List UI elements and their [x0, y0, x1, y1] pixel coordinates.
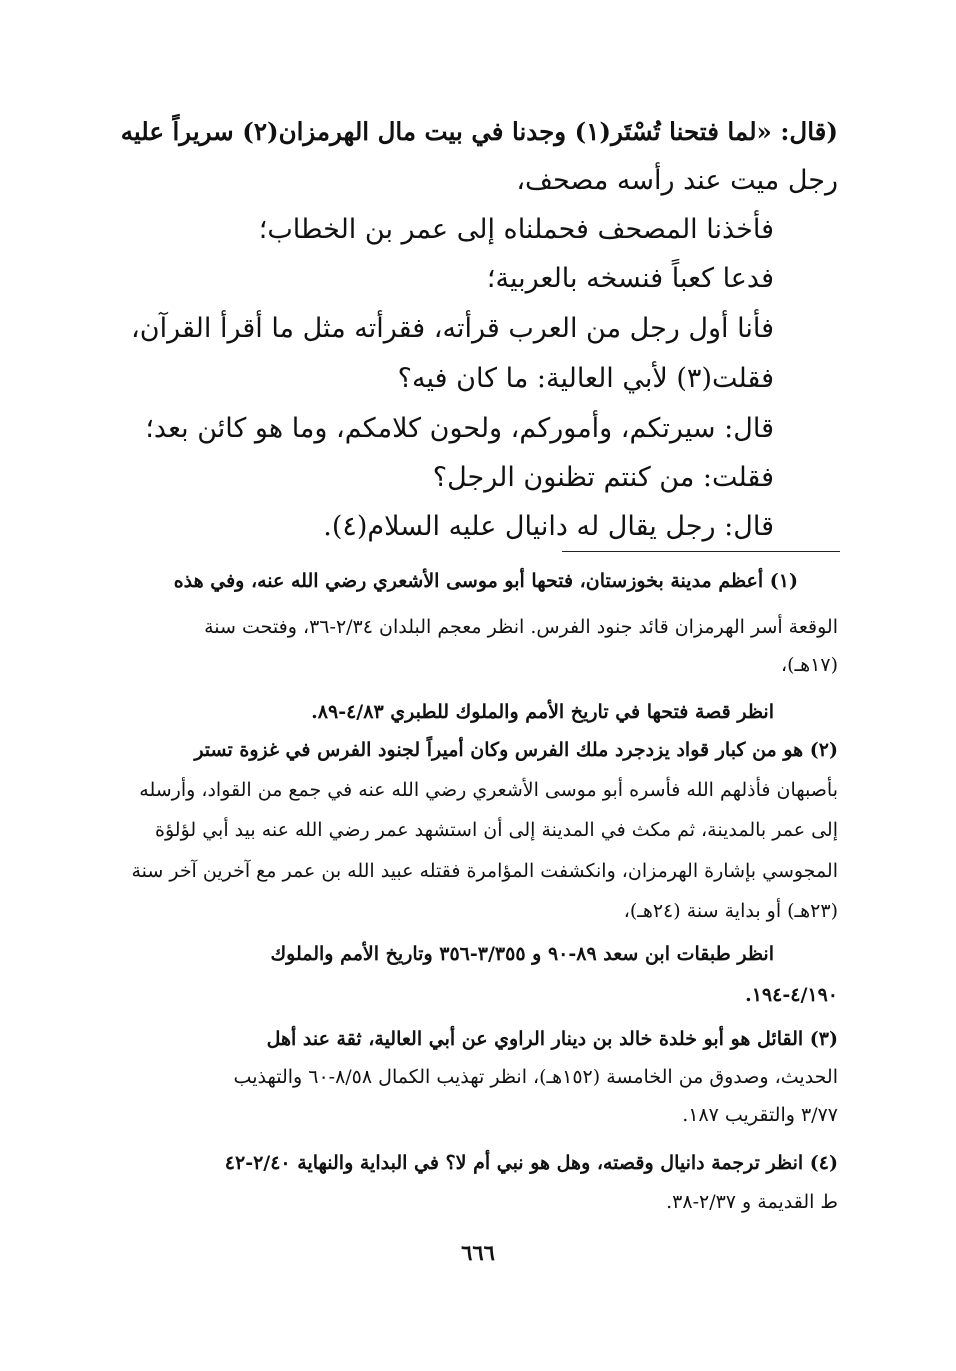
footnote-4-line-1: (٤) انظر ترجمة دانيال وقصته، وهل هو نبي أم لا؟ في البداية والنهاية ٢/٤٠-٤٢	[224, 1152, 838, 1174]
footnote-2-line-7: ٤/١٩٠-١٩٤.	[745, 984, 838, 1006]
main-text-line-9: قال: رجل يقال له دانيال عليه السلام(٤).	[323, 511, 774, 542]
footnote-3-line-3: ٣/٧٧ والتقريب ١٨٧.	[682, 1104, 838, 1126]
main-text-line-8: فقلت: من كنتم تظنون الرجل؟	[432, 462, 774, 493]
main-text-line-3: فأخذنا المصحف فحملناه إلى عمر بن الخطاب؛	[258, 214, 774, 245]
main-text-line-5: فأنا أول رجل من العرب قرأته، فقرأته مثل ما أقرأ القرآن،	[131, 313, 774, 344]
page-number: ٦٦٦	[461, 1240, 495, 1265]
footnote-1-line-2: الوقعة أسر الهرمزان قائد جنود الفرس. انظر معجم البلدان ٢/٣٤-٣٦، وفتحت سنة	[204, 616, 838, 638]
footnote-3-line-2: الحديث، وصدوق من الخامسة (١٥٢هـ)، انظر تهذيب الكمال ٨/٥٨-٦٠ والتهذيب	[233, 1066, 838, 1088]
footnote-2-line-6: انظر طبقات ابن سعد ٨٩-٩٠ و ٣/٣٥٥-٣٥٦ وتاريخ الأمم والملوك	[270, 943, 774, 965]
footnote-2-line-5: (٢٣هـ) أو بداية سنة (٢٤هـ)،	[623, 900, 838, 922]
main-text-line-1: (قال: «لما فتحنا تُسْتَر(١) وجدنا في بيت مال الهرمزان(٢) سريراً عليه	[120, 117, 838, 146]
main-text-line-4: فدعا كعباً فنسخه بالعربية؛	[486, 263, 774, 294]
footnote-1-line-4: انظر قصة فتحها في تاريخ الأمم والملوك للطبري ٤/٨٣-٨٩.	[311, 701, 774, 723]
footnote-2-line-1: (٢) هو من كبار قواد يزدجرد ملك الفرس وكان أميراً لجنود الفرس في غزوة تستر	[194, 739, 838, 761]
footnote-divider	[562, 551, 840, 552]
footnote-1-line-3: (١٧هـ)،	[781, 654, 838, 676]
main-text-line-2: رجل ميت عند رأسه مصحف،	[516, 165, 838, 196]
footnote-2-line-4: المجوسي بإشارة الهرمزان، وانكشفت المؤامرة فقتله عبيد الله بن عمر مع آخرين آخر سنة	[131, 860, 838, 882]
footnote-3-line-1: (٣) القائل هو أبو خلدة خالد بن دينار الراوي عن أبي العالية، ثقة عند أهل	[266, 1028, 838, 1050]
main-text-line-7: قال: سيرتكم، وأموركم، ولحون كلامكم، وما هو كائن بعد؛	[145, 413, 774, 444]
footnote-2-line-3: إلى عمر بالمدينة، ثم مكث في المدينة إلى أن استشهد عمر رضي الله عنه بيد أبي لؤلؤة	[155, 819, 838, 841]
footnote-2-line-2: بأصبهان فأذلهم الله فأسره أبو موسى الأشعري رضي الله عنه في جمع من القواد، وأرسله	[139, 779, 838, 801]
main-text-line-6: فقلت(٣) لأبي العالية: ما كان فيه؟	[397, 363, 774, 394]
footnote-1-line-1: (١) أعظم مدينة بخوزستان، فتحها أبو موسى الأشعري رضي الله عنه، وفي هذه	[173, 570, 798, 592]
footnote-4-line-2: ط القديمة و ٢/٣٧-٣٨.	[666, 1191, 838, 1213]
